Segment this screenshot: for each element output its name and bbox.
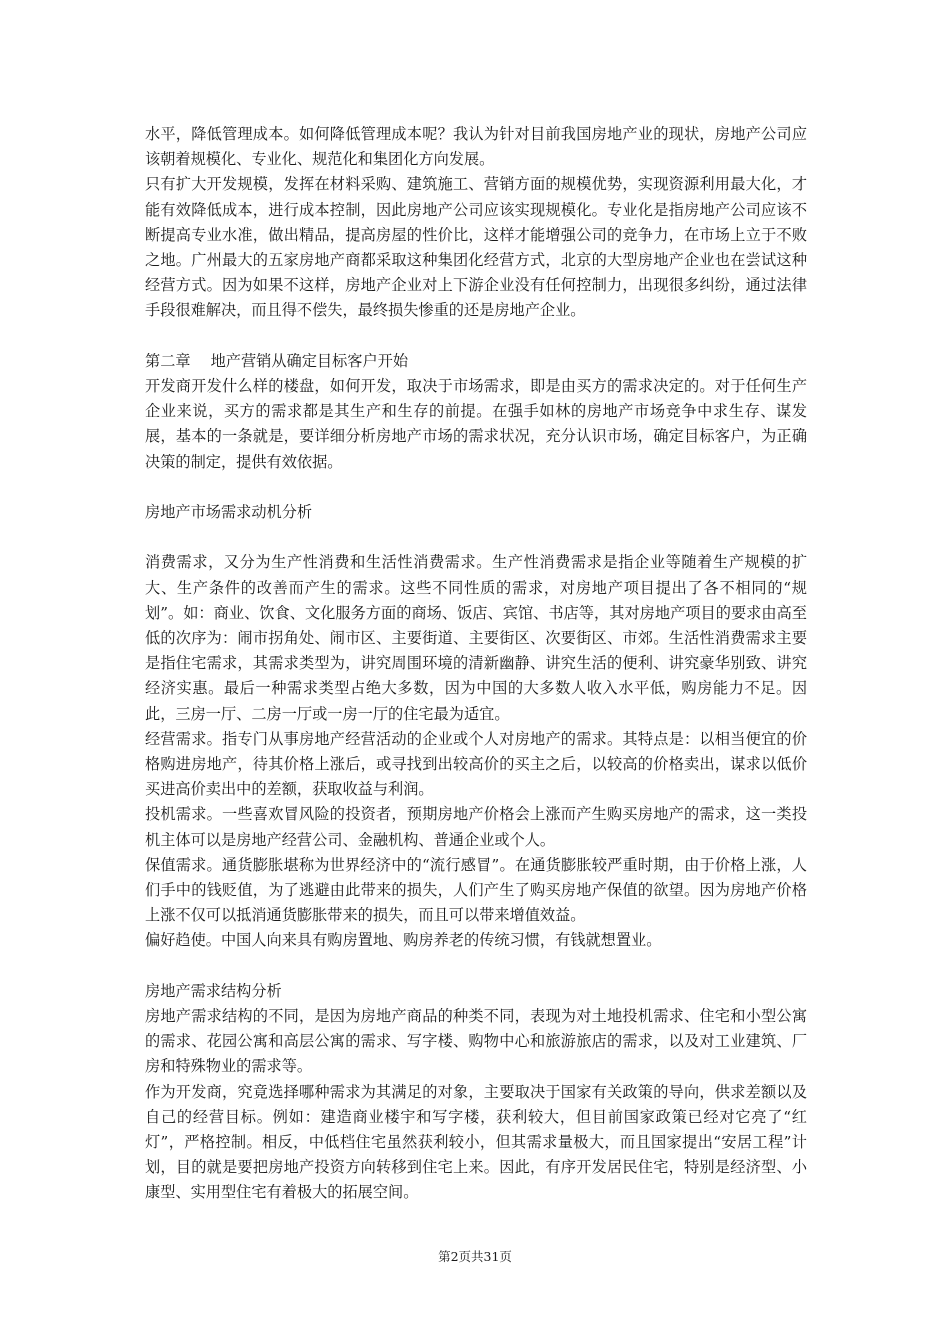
blank-line [145,954,807,979]
paragraph: 水平，降低管理成本。如何降低管理成本呢？我认为针对目前我国房地产业的现状，房地产公司应该朝着规模化、专业化、规范化和集团化方向发展。 [145,125,807,169]
section-heading: 房地产市场需求动机分析 [145,503,313,522]
paragraph: 投机需求。一些喜欢冒风险的投资者，预期房地产价格会上涨而产生购买房地产的需求，这一类投机主体可以是房地产经营公司、金融机构、普通企业或个人。 [145,805,807,849]
blank-line [145,525,807,550]
paragraph: 消费需求，又分为生产性消费和生活性消费需求。生产性消费需求是指企业等随着生产规模的扩大、生产条件的改善而产生的需求。这些不同性质的需求，对房地产项目提出了各不相同的“规划”。如：商业、饮食、文化服务方面的商场、饭店、宾馆、书店等，其对房地产项目的要求由高至低的次序为：闹市拐角处、闹市区、主要街道、主要街区、次要街区、市郊。生活性消费需求主要是指住宅需求，其需求类型为，讲究周围环境的清新幽静、讲究生活的便利、讲究豪华别致、讲究经济实惠。最后一种需求类型占绝大多数，因为中国的大多数人收入水平低，购房能力不足。因此，三房一厅、二房一厅或一房一厅的住宅最为适宜。 [145,553,807,723]
chapter-number: 第二章 [145,351,191,370]
page-footer [0,1247,950,1265]
paragraph: 房地产需求结构的不同，是因为房地产商品的种类不同，表现为对土地投机需求、住宅和小型公寓的需求、花园公寓和高层公寓的需求、写字楼、购物中心和旅游旅店的需求，以及对工业建筑、厂房和特殊物业的需求等。 [145,1007,807,1076]
chapter-intro: 开发商开发什么样的楼盘，如何开发，取决于市场需求，即是由买方的需求决定的。对于任何生产企业来说，买方的需求都是其生产和生存的前提。在强手如林的房地产市场竞争中求生存、谋发展，基本的一条就是，要详细分析房地产市场的需求状况，充分认识市场，确定目标客户，为正确决策的制定，提供有效依据。 [145,377,807,471]
paragraph: 保值需求。通货膨胀堪称为世界经济中的“流行感冒”。在通货膨胀较严重时期，由于价格上涨，人们手中的钱贬值，为了逃避由此带来的损失，人们产生了购买房地产保值的欲望。因为房地产价格上涨不仅可以抵消通货膨胀带来的损失，而且可以带来增值效益。 [145,855,807,925]
chapter-heading [145,349,807,374]
blank-line [145,324,807,349]
page-body [145,122,807,1206]
page-number-label: 第2页共31页 [438,1249,512,1264]
blank-line [145,475,807,500]
paragraph: 偏好趋使。中国人向来具有购房置地、购房养老的传统习惯，有钱就想置业。 [145,931,662,950]
section-heading: 房地产需求结构分析 [145,981,282,1000]
paragraph: 只有扩大开发规模，发挥在材料采购、建筑施工、营销方面的规模优势，实现资源利用最大化，才能有效降低成本，进行成本控制，因此房地产公司应该实现规模化。专业化是指房地产公司应该不断提高专业水准，做出精品，提高房屋的性价比，这样才能增强公司的竞争力，在市场上立于不败之地。广州最大的五家房地产商都采取这种集团化经营方式，北京的大型房地产企业也在尝试这种经营方式。因为如果不这样，房地产企业对上下游企业没有任何控制力，出现很多纠纷，通过法律手段很难解决，而且得不偿失，最终损失惨重的还是房地产企业。 [145,175,807,320]
chapter-title: 地产营销从确定目标客户开始 [210,351,408,370]
paragraph: 作为开发商，究竟选择哪种需求为其满足的对象，主要取决于国家有关政策的导向，供求差额以及自己的经营目标。例如：建造商业楼宇和写字楼，获利较大，但目前国家政策已经对它亮了“红灯”，严格控制。相反，中低档住宅虽然获利较小，但其需求量极大，而且国家提出“安居工程”计划，目的就是要把房地产投资方向转移到住宅上来。因此，有序开发居民住宅，特别是经济型、小康型、实用型住宅有着极大的拓展空间。 [145,1082,807,1202]
paragraph: 经营需求。指专门从事房地产经营活动的企业或个人对房地产的需求。其特点是：以相当便宜的价格购进房地产，待其价格上涨后，或寻找到出较高价的买主之后，以较高的价格卖出，谋求以低价买进高价卖出中的差额，获取收益与利润。 [145,729,807,799]
